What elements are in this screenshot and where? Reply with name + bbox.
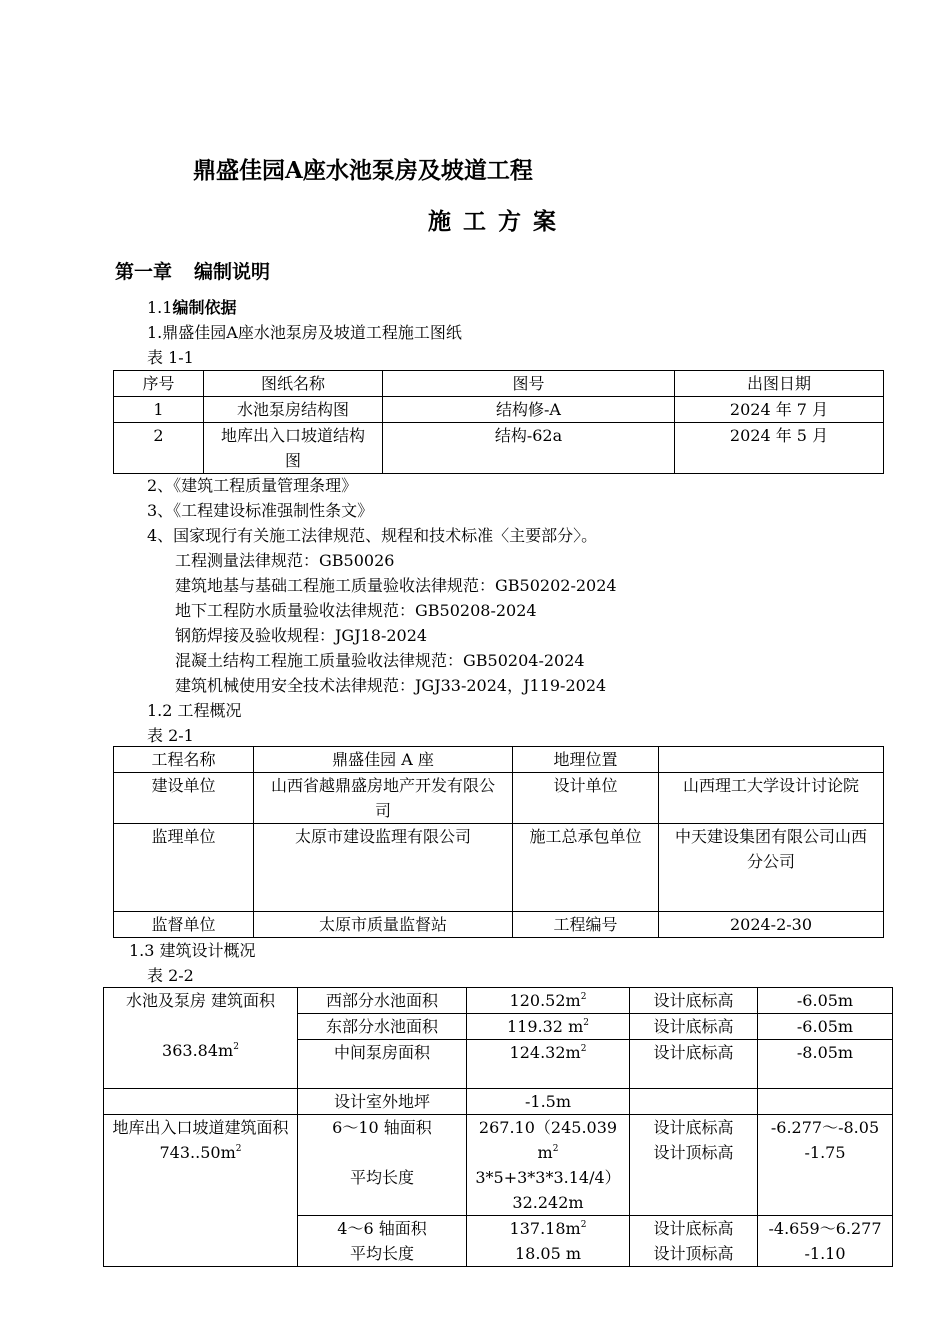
bottom-elevation-value: -6.277～-8.05 [770, 1118, 880, 1137]
table-cell [630, 1089, 758, 1115]
table-row [114, 912, 884, 938]
table-cell: 1 [114, 397, 204, 423]
reference-item: 3、《工程建设标准强制性条文》 [147, 501, 374, 520]
table-cell [467, 1216, 630, 1267]
value-cell: 山西省越鼎盛房地产开发有限公司 [254, 773, 513, 824]
table-row [114, 773, 884, 824]
ramp-area-cell [104, 1115, 298, 1267]
table-row [104, 1089, 893, 1115]
table-cell: 设计底标高 [630, 1040, 758, 1089]
value-cell: 太原市质量监督站 [254, 912, 513, 938]
value-cell: 2024-2-30 [659, 912, 884, 938]
table-cell: 地库出入口坡道结构图 [204, 423, 383, 474]
axis-area-value: $137.18m^2$ [509, 1219, 587, 1238]
document-title: 鼎盛佳园A座水池泵房及坡道工程 [193, 157, 533, 184]
value-cell [659, 747, 884, 773]
table-cell: -8.05m [758, 1040, 893, 1089]
project-overview-table [113, 746, 884, 938]
value-cell: 太原市建设监理有限公司 [254, 824, 513, 912]
chapter-number: 第一章 [115, 261, 173, 283]
standard-item: 钢筋焊接及验收规程：JGJ18-2024 [175, 626, 428, 645]
table-cell [758, 1216, 893, 1267]
bottom-elevation-label: 设计底标高 [653, 1219, 734, 1238]
table-cell: 水池泵房结构图 [204, 397, 383, 423]
table-row [114, 824, 884, 912]
document-subtitle: 施工方案 [428, 208, 568, 235]
chapter-title: 编制说明 [194, 261, 271, 283]
table-cell [758, 1089, 893, 1115]
table-cell: 2 [114, 423, 204, 474]
top-elevation-label: 设计顶标高 [653, 1244, 734, 1263]
table-2-2-caption: 表 2-2 [147, 966, 194, 985]
table-cell: 中间泵房面积 [298, 1040, 467, 1089]
avg-length-value: 32.242m [512, 1193, 584, 1212]
standard-item: 工程测量法律规范：GB50026 [175, 551, 395, 570]
table-row [104, 988, 893, 1014]
table-row [104, 1115, 893, 1216]
table-row [114, 423, 884, 474]
section-1-3-heading: 1.3 建筑设计概况 [129, 941, 256, 960]
table-cell: 东部分水池面积 [298, 1014, 467, 1040]
table-row [114, 747, 884, 773]
drawing-list-table [113, 370, 884, 474]
reference-item: 2、《建筑工程质量管理条理》 [147, 476, 358, 495]
table-header-row [114, 371, 884, 397]
top-elevation-value: -1.75 [804, 1143, 846, 1162]
bottom-elevation-value: -4.659～6.277 [768, 1219, 882, 1238]
label-cell: 设计单位 [513, 773, 659, 824]
axis-area-formula: 3*5+3*3*3.14/4） [475, 1168, 621, 1187]
pool-area-value: $363.84m^2$ [162, 1041, 239, 1060]
header-cell: 图号 [383, 371, 675, 397]
table-cell: 2024 年 5 月 [675, 423, 884, 474]
table-cell: $124.32m^2$ [467, 1040, 630, 1089]
top-elevation-label: 设计顶标高 [653, 1143, 734, 1162]
ramp-area-value: $743..50m^2$ [159, 1143, 242, 1162]
ramp-area-label: 地库出入口坡道建筑面积 [112, 1118, 289, 1137]
avg-length-value: 18.05 m [514, 1244, 582, 1263]
label-cell: 监理单位 [114, 824, 254, 912]
value-cell: 山西理工大学设计讨论院 [659, 773, 884, 824]
top-elevation-value: -1.10 [804, 1244, 846, 1263]
table-cell [467, 1115, 630, 1216]
label-cell: 工程编号 [513, 912, 659, 938]
avg-length-label: 平均长度 [349, 1244, 414, 1263]
label-cell: 建设单位 [114, 773, 254, 824]
table-cell [630, 1115, 758, 1216]
pool-area-cell [104, 988, 298, 1089]
standard-item: 建筑地基与基础工程施工质量验收法律规范：GB50202-2024 [175, 576, 617, 595]
table-cell: $120.52m^2$ [467, 988, 630, 1014]
axis-area-value: 267.10（245.039 [478, 1118, 618, 1137]
table-cell [298, 1115, 467, 1216]
building-design-table [103, 987, 893, 1267]
table-cell [104, 1089, 298, 1115]
header-cell: 图纸名称 [204, 371, 383, 397]
table-cell: -6.05m [758, 988, 893, 1014]
value-cell: 中天建设集团有限公司山西分公司 [659, 824, 884, 912]
section-title: 编制依据 [172, 298, 237, 317]
avg-length-label: 平均长度 [349, 1168, 414, 1187]
table-cell: 设计底标高 [630, 1014, 758, 1040]
header-cell: 出图日期 [675, 371, 884, 397]
table-cell: 结构-62a [383, 423, 675, 474]
label-cell: 施工总承包单位 [513, 824, 659, 912]
standard-item: 混凝土结构工程施工质量验收法律规范：GB50204-2024 [175, 651, 585, 670]
table-2-1-caption: 表 2-1 [147, 726, 194, 745]
table-cell [758, 1115, 893, 1216]
section-1-2-heading: 1.2 工程概况 [147, 701, 242, 720]
table-cell: 设计底标高 [630, 988, 758, 1014]
pool-area-label: 水池及泵房 建筑面积 [125, 991, 276, 1010]
table-cell: 西部分水池面积 [298, 988, 467, 1014]
standard-item: 地下工程防水质量验收法律规范：GB50208-2024 [175, 601, 537, 620]
axis-area-label: 6～10 轴面积 [332, 1118, 432, 1137]
table-cell: 结构修-A [383, 397, 675, 423]
table-cell [298, 1216, 467, 1267]
header-cell: 序号 [114, 371, 204, 397]
table-cell: -1.5m [467, 1089, 630, 1115]
label-cell: 工程名称 [114, 747, 254, 773]
chapter-heading [115, 258, 270, 286]
table-cell: 119.32 $m^2$ [467, 1014, 630, 1040]
axis-area-unit: $m^2$ [537, 1143, 559, 1162]
axis-area-label: 4～6 轴面积 [337, 1219, 427, 1238]
table-row [114, 397, 884, 423]
reference-item: 4、国家现行有关施工法律规范、规程和技术标准〈主要部分〉。 [147, 526, 598, 545]
label-cell: 地理位置 [513, 747, 659, 773]
table-1-1-caption: 表 1-1 [147, 348, 194, 367]
table-cell: 2024 年 7 月 [675, 397, 884, 423]
table-cell [630, 1216, 758, 1267]
label-cell: 监督单位 [114, 912, 254, 938]
drawing-reference: 1.鼎盛佳园A座水池泵房及坡道工程施工图纸 [147, 323, 462, 342]
table-cell: 设计室外地坪 [298, 1089, 467, 1115]
section-1-1-heading [147, 295, 236, 320]
value-cell: 鼎盛佳园 A 座 [254, 747, 513, 773]
bottom-elevation-label: 设计底标高 [653, 1118, 734, 1137]
table-cell: -6.05m [758, 1014, 893, 1040]
standard-item: 建筑机械使用安全技术法律规范：JGJ33-2024，J119-2024 [175, 676, 607, 695]
section-number: 1.1 [147, 298, 173, 317]
